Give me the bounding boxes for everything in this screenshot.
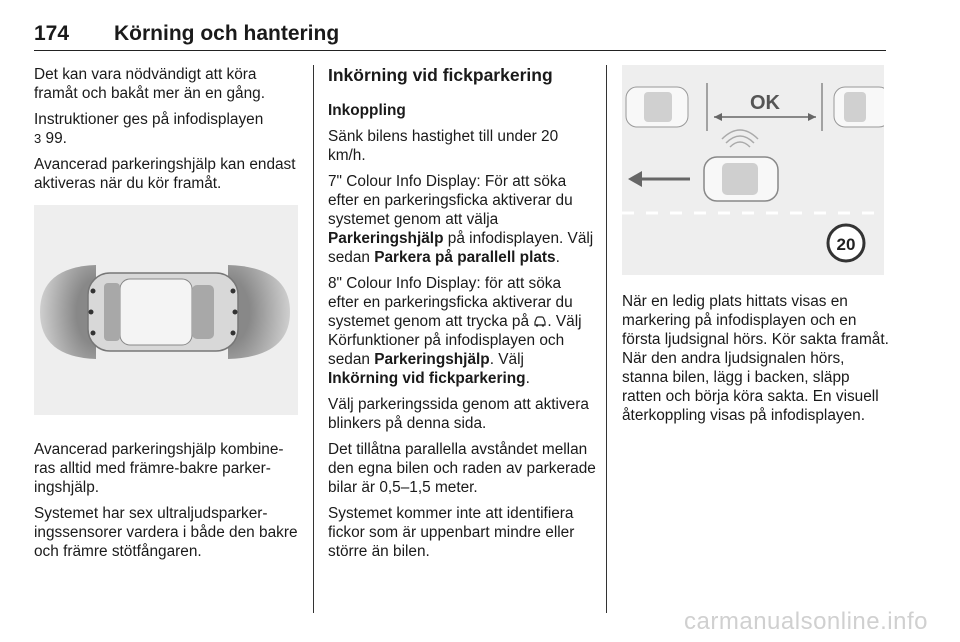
column-3 <box>622 65 890 432</box>
paragraph-text: . Välj <box>489 351 524 368</box>
paragraph: Systemet har sex ultraljudsparkeringssensorer vardera i både den bakre och främre stötfångaren. <box>34 505 298 560</box>
column-1 <box>34 65 299 568</box>
paragraph: När en ledig plats hittats visas en markering på infodisplayen och en första ljudsignal hörs. Kör sakta framåt. När den andra ljudsignalen hörs, stanna bilen, lägg i backen, släpp ratten och börja köra sakta. En visuell återkoppling visas på infodisplayen. <box>622 293 889 424</box>
speed-sign-label: 20 <box>836 235 856 254</box>
parallel-parking-illustration <box>622 65 884 275</box>
parking-sensors-illustration <box>34 205 298 415</box>
paragraph-text: Instruktioner ges på infodisplayen <box>34 111 264 128</box>
parked-car-left <box>626 87 688 127</box>
paragraph: Avancerad parkeringshjälp kan endast aktiveras när du kör framåt. <box>34 156 296 192</box>
paragraph-text: . Välj Körfunktioner på infodisplayen och sedan <box>328 313 582 368</box>
paragraph-text: på infodisplayen. Välj sedan <box>328 230 594 266</box>
paragraph: Det kan vara nödvändigt att köra framåt och bakåt mer än en gång. <box>34 66 265 102</box>
menu-term-parallel-parking: Parkera på parallell plats <box>374 249 556 266</box>
column-divider-right <box>606 65 607 613</box>
paragraph-text: . <box>525 370 530 387</box>
paragraph-text: 8" Colour Info Display: för att söka efter en parkeringsficka aktiverar du systemet genom att trycka på <box>328 275 573 330</box>
subsection-title: Inkoppling <box>328 102 406 119</box>
column-divider-left <box>313 65 314 613</box>
paragraph <box>328 172 596 267</box>
page-header <box>34 22 886 51</box>
menu-term-parallel-entry: Inkörning vid fickparkering <box>328 370 526 387</box>
paragraph <box>34 110 299 148</box>
paragraph-text: . <box>555 249 560 266</box>
menu-term-parking-assist: Parkeringshjälp <box>374 351 490 368</box>
paragraph: Systemet kommer inte att identifiera fickor som är uppenbart mindre eller större än bilen. <box>328 505 575 560</box>
page-number: 174 <box>34 22 70 45</box>
chapter-title: Körning och hantering <box>114 22 340 45</box>
paragraph: Det tillåtna parallella avståndet mellan den egna bilen och raden av parkerade bilar är 0,5–1,5 meter. <box>328 441 596 496</box>
watermark: carmanualsonline.info <box>684 608 928 635</box>
parked-car-right <box>834 87 884 127</box>
ok-label: OK <box>750 92 780 114</box>
paragraph-text: 7" Colour Info Display: För att söka efter en parkeringsficka aktiverar du systemet genom att välja <box>328 173 573 228</box>
section-title: Inkörning vid fickparkering <box>328 65 553 85</box>
own-car <box>704 157 778 201</box>
paragraph: Välj parkeringssida genom att aktivera blinkers på denna sida. <box>328 396 589 432</box>
paragraph: Avancerad parkeringshjälp kombineras alltid med främre-bakre parkeringshjälp. <box>34 441 284 496</box>
page-reference-icon: 3 <box>34 131 42 146</box>
car-icon <box>533 316 547 327</box>
menu-term-parking-assist: Parkeringshjälp <box>328 230 444 247</box>
column-2 <box>328 65 596 568</box>
paragraph: Sänk bilens hastighet till under 20 km/h. <box>328 128 559 164</box>
paragraph <box>328 274 596 388</box>
page-reference-link[interactable]: 99. <box>45 130 67 147</box>
